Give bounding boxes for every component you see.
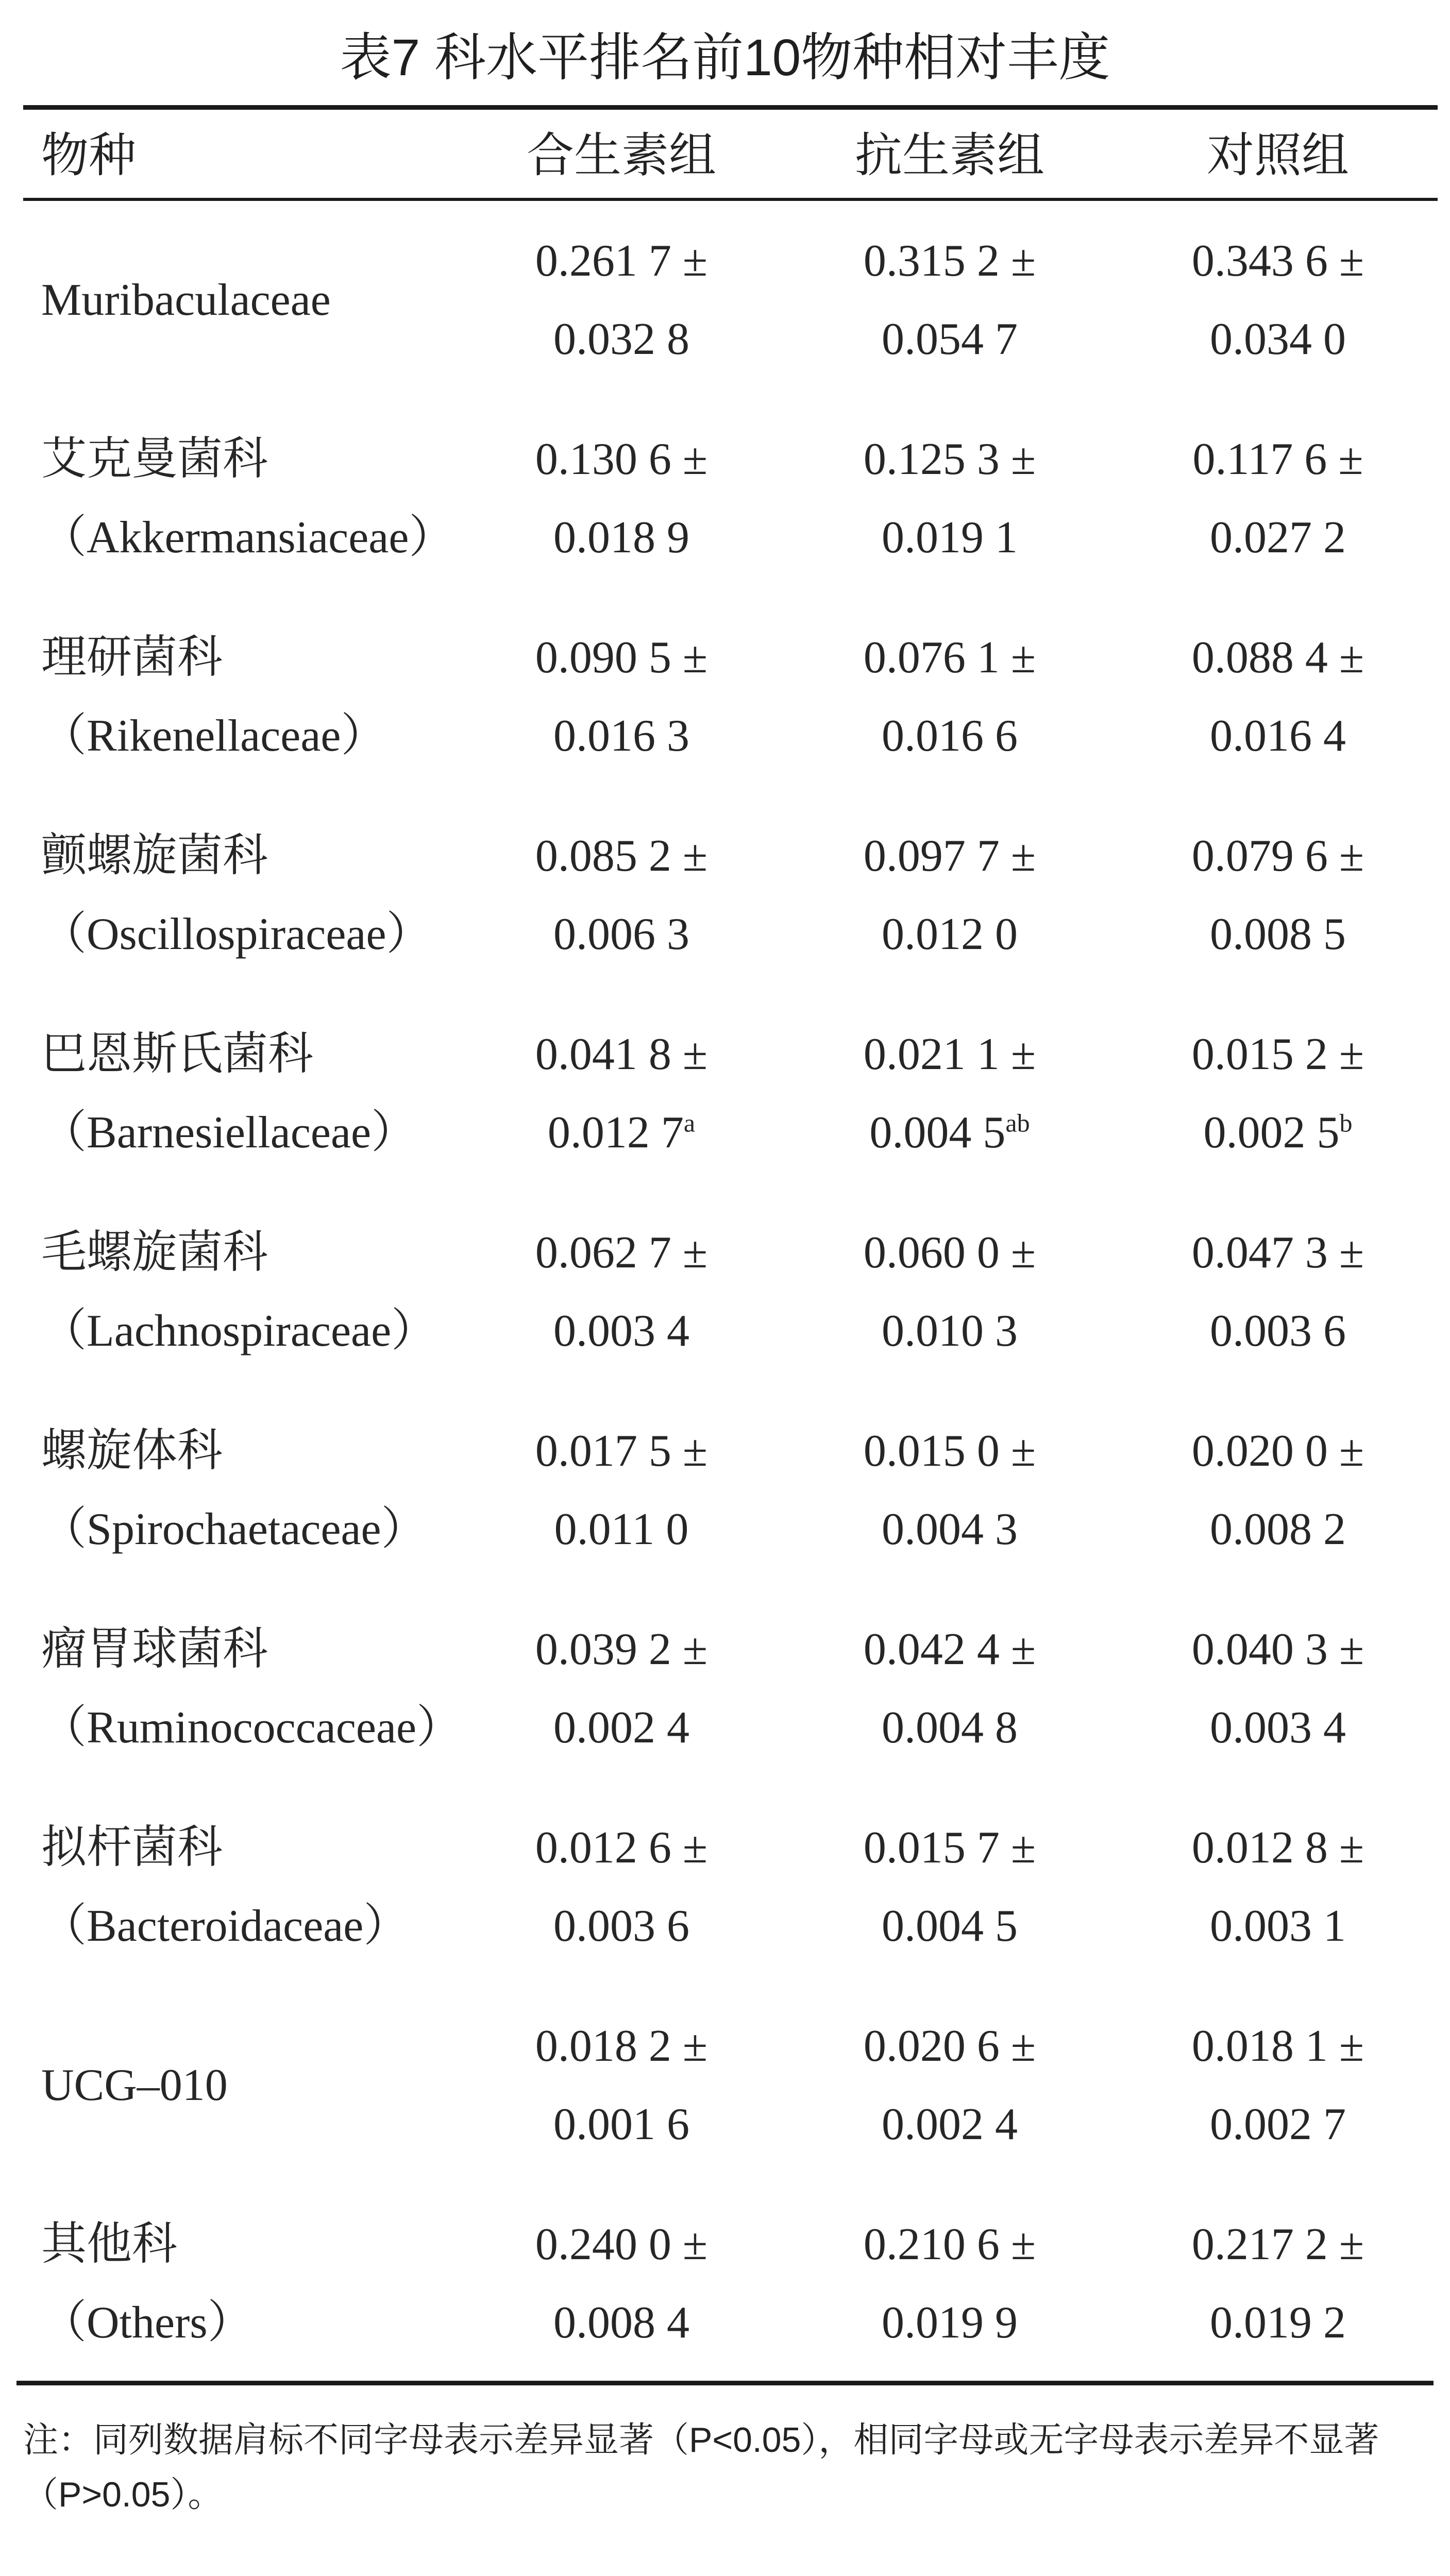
control-group-value	[1123, 598, 1432, 796]
sd-value: 0.018 9	[553, 512, 689, 563]
antibiotic-group-value	[795, 399, 1104, 598]
mean-value: 0.125 3 ±	[863, 434, 1036, 484]
species-cell	[41, 1788, 409, 1986]
mean-value: 0.076 1 ±	[863, 632, 1036, 683]
sd-value: 0.002 5	[1203, 1107, 1340, 1158]
table-row	[0, 598, 1450, 796]
mean-value: 0.017 5 ±	[535, 1426, 708, 1476]
antibiotic-group-value	[795, 1193, 1104, 1391]
species-latin-name: （Spirochaetaceae）	[41, 1504, 427, 1554]
sd-value: 0.006 3	[553, 909, 689, 959]
sd-value: 0.008 4	[553, 2297, 689, 2348]
sd-value: 0.003 4	[553, 1306, 689, 1356]
mean-value: 0.240 0 ±	[535, 2219, 708, 2269]
species-latin-name: （Lachnospiraceae）	[41, 1306, 437, 1356]
mean-value: 0.041 8 ±	[535, 1029, 708, 1079]
sd-value: 0.011 0	[554, 1504, 689, 1554]
sd-value: 0.019 9	[882, 2297, 1018, 2348]
control-group-value	[1123, 399, 1432, 598]
sd-value: 0.010 3	[882, 1306, 1018, 1356]
mean-value: 0.047 3 ±	[1191, 1227, 1364, 1278]
sd-value: 0.016 6	[882, 710, 1018, 761]
mean-value: 0.020 0 ±	[1191, 1426, 1364, 1476]
species-cell	[41, 1391, 427, 1589]
sd-value: 0.001 6	[553, 2099, 689, 2149]
table-row	[0, 1193, 1450, 1391]
species-latin-name: （Akkermansiaceae）	[41, 512, 454, 563]
species-name: Muribaculaceae	[41, 275, 331, 325]
mean-value: 0.018 2 ±	[535, 2021, 708, 2071]
mean-value: 0.343 6 ±	[1191, 235, 1364, 286]
sd-value: 0.003 4	[1210, 1702, 1346, 1753]
sd-value: 0.002 4	[553, 1702, 689, 1753]
sd-value: 0.004 3	[882, 1504, 1018, 1554]
synbiotic-group-value	[467, 399, 776, 598]
control-group-value	[1123, 1391, 1432, 1589]
species-cell	[41, 201, 331, 399]
species-name: 巴恩斯氏菌科	[41, 1029, 314, 1079]
header-species: 物种	[41, 129, 137, 182]
table-row	[0, 2184, 1450, 2383]
control-group-value	[1123, 1589, 1432, 1788]
sd-value-line	[548, 1094, 695, 1172]
mean-value: 0.088 4 ±	[1191, 632, 1364, 683]
mean-value: 0.020 6 ±	[863, 2021, 1036, 2071]
mean-value: 0.040 3 ±	[1191, 1624, 1364, 1674]
significance-letter: b	[1339, 1108, 1353, 1138]
antibiotic-group-value	[795, 1589, 1104, 1788]
mean-value: 0.130 6 ±	[535, 434, 708, 484]
sd-value: 0.016 3	[553, 710, 689, 761]
species-name: 螺旋体科	[41, 1426, 223, 1476]
synbiotic-group-value	[467, 1193, 776, 1391]
mean-value: 0.117 6 ±	[1192, 434, 1363, 484]
sd-value: 0.054 7	[882, 314, 1018, 364]
sd-value: 0.012 0	[882, 909, 1018, 959]
species-latin-name: （Bacteroidaceae）	[41, 1901, 409, 1951]
synbiotic-group-value	[467, 796, 776, 994]
species-name: 艾克曼菌科	[41, 434, 268, 484]
table-row	[0, 1788, 1450, 1986]
mean-value: 0.021 1 ±	[863, 1029, 1036, 1079]
header-control-group: 对照组	[1206, 129, 1349, 182]
sd-value-line	[869, 1094, 1030, 1172]
control-group-value	[1123, 994, 1432, 1193]
mean-value: 0.015 0 ±	[863, 1426, 1036, 1476]
table-row	[0, 1589, 1450, 1788]
control-group-value	[1123, 1193, 1432, 1391]
table-row	[0, 399, 1450, 598]
significance-letter: ab	[1005, 1108, 1030, 1138]
header-synbiotic-group: 合生素组	[526, 129, 716, 182]
sd-value: 0.002 4	[882, 2099, 1018, 2149]
sd-value: 0.027 2	[1210, 512, 1346, 563]
sd-value: 0.004 5	[882, 1901, 1018, 1951]
species-name: 其他科	[41, 2219, 178, 2269]
table-row	[0, 1986, 1450, 2184]
sd-value: 0.003 6	[1210, 1306, 1346, 1356]
species-latin-name: （Ruminococcaceae）	[41, 1702, 462, 1753]
mean-value: 0.018 1 ±	[1191, 2021, 1364, 2071]
header-antibiotic-group: 抗生素组	[854, 129, 1044, 182]
sd-value: 0.003 6	[553, 1901, 689, 1951]
antibiotic-group-value	[795, 1391, 1104, 1589]
control-group-value	[1123, 796, 1432, 994]
species-latin-name: （Barnesiellaceae）	[41, 1107, 417, 1158]
sd-value: 0.012 7	[547, 1107, 684, 1158]
mean-value: 0.315 2 ±	[863, 235, 1036, 286]
antibiotic-group-value	[795, 2184, 1104, 2383]
species-latin-name: （Oscillospiraceae）	[41, 909, 432, 959]
antibiotic-group-value	[795, 1986, 1104, 2184]
species-cell	[41, 598, 386, 796]
sd-value: 0.019 2	[1210, 2297, 1346, 2348]
species-cell	[41, 2184, 253, 2383]
species-cell	[41, 796, 432, 994]
species-cell	[41, 1986, 228, 2184]
mean-value: 0.217 2 ±	[1191, 2219, 1364, 2269]
antibiotic-group-value	[795, 994, 1104, 1193]
synbiotic-group-value	[467, 1788, 776, 1986]
table-footnote: 注：同列数据肩标不同字母表示差异显著（P<0.05），相同字母或无字母表示差异不显著（P>0.05）。	[23, 2420, 1379, 2514]
species-latin-name: （Rikenellaceae）	[41, 710, 386, 761]
synbiotic-group-value	[467, 1986, 776, 2184]
species-cell	[41, 399, 454, 598]
mean-value: 0.261 7 ±	[535, 235, 708, 286]
antibiotic-group-value	[795, 1788, 1104, 1986]
antibiotic-group-value	[795, 201, 1104, 399]
sd-value-line	[1204, 1094, 1353, 1172]
species-name: 拟杆菌科	[41, 1822, 223, 1873]
mean-value: 0.097 7 ±	[863, 831, 1036, 881]
table-row	[0, 796, 1450, 994]
mean-value: 0.210 6 ±	[863, 2219, 1036, 2269]
synbiotic-group-value	[467, 201, 776, 399]
species-cell	[41, 994, 416, 1193]
mean-value: 0.062 7 ±	[535, 1227, 708, 1278]
sd-value: 0.003 1	[1210, 1901, 1346, 1951]
top-rule	[23, 105, 1438, 110]
table-row	[0, 201, 1450, 399]
sd-value: 0.008 2	[1210, 1504, 1346, 1554]
significance-letter: a	[683, 1108, 696, 1138]
sd-value: 0.004 5	[869, 1107, 1006, 1158]
species-name: 颤螺旋菌科	[41, 831, 268, 881]
table-row	[0, 994, 1450, 1193]
table-header	[0, 113, 1450, 198]
sd-value: 0.004 8	[882, 1702, 1018, 1753]
species-name: 毛螺旋菌科	[41, 1227, 268, 1278]
synbiotic-group-value	[467, 1589, 776, 1788]
bottom-rule	[16, 2381, 1434, 2385]
mean-value: 0.015 7 ±	[863, 1822, 1036, 1873]
species-name: UCG–010	[41, 2060, 228, 2110]
control-group-value	[1123, 201, 1432, 399]
mean-value: 0.015 2 ±	[1191, 1029, 1364, 1079]
control-group-value	[1123, 2184, 1432, 2383]
synbiotic-group-value	[467, 598, 776, 796]
antibiotic-group-value	[795, 796, 1104, 994]
sd-value: 0.032 8	[553, 314, 689, 364]
species-name: 瘤胃球菌科	[41, 1624, 268, 1674]
mean-value: 0.090 5 ±	[535, 632, 708, 683]
species-cell	[41, 1589, 462, 1788]
control-group-value	[1123, 1986, 1432, 2184]
synbiotic-group-value	[467, 1391, 776, 1589]
species-name: 理研菌科	[41, 632, 223, 683]
sd-value: 0.019 1	[882, 512, 1018, 563]
species-latin-name: （Others）	[41, 2297, 253, 2348]
mean-value: 0.042 4 ±	[863, 1624, 1036, 1674]
sd-value: 0.034 0	[1210, 314, 1346, 364]
antibiotic-group-value	[795, 598, 1104, 796]
species-cell	[41, 1193, 436, 1391]
mean-value: 0.039 2 ±	[535, 1624, 708, 1674]
synbiotic-group-value	[467, 994, 776, 1193]
table-title: 表7 科水平排名前10物种相对丰度	[340, 29, 1110, 87]
synbiotic-group-value	[467, 2184, 776, 2383]
sd-value: 0.008 5	[1210, 909, 1346, 959]
sd-value: 0.002 7	[1210, 2099, 1346, 2149]
mean-value: 0.012 8 ±	[1191, 1822, 1364, 1873]
mean-value: 0.085 2 ±	[535, 831, 708, 881]
table-row	[0, 1391, 1450, 1589]
mean-value: 0.012 6 ±	[535, 1822, 708, 1873]
sd-value: 0.016 4	[1210, 710, 1346, 761]
mean-value: 0.060 0 ±	[863, 1227, 1036, 1278]
control-group-value	[1123, 1788, 1432, 1986]
mean-value: 0.079 6 ±	[1191, 831, 1364, 881]
